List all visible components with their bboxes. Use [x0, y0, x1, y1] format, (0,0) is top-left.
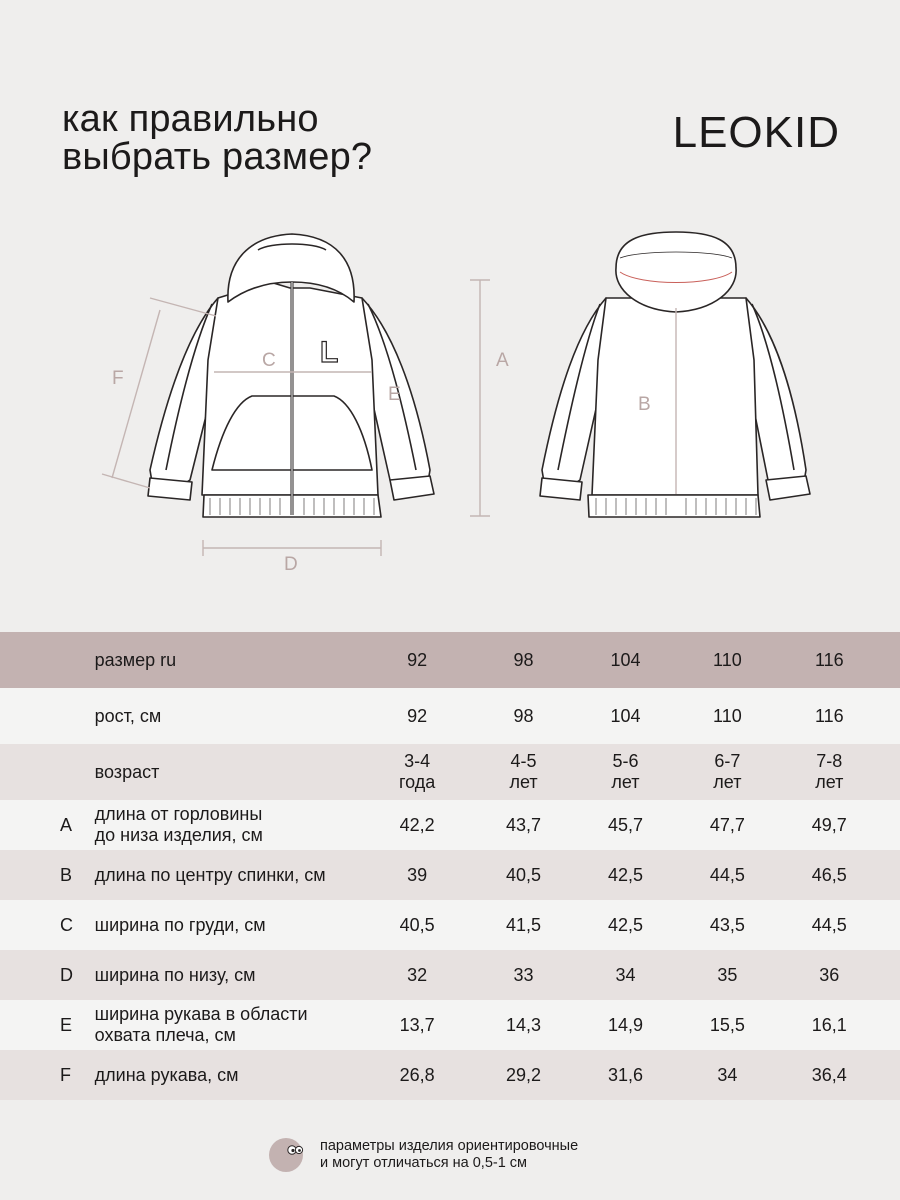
- cell-value: [778, 744, 880, 800]
- cell-value: 98: [513, 649, 534, 670]
- cell-value: 116: [814, 649, 844, 670]
- label-line: охвата плеча, см: [94, 1025, 236, 1045]
- label-c: C: [262, 350, 276, 371]
- row-end: [880, 688, 900, 744]
- cell-value: 29,2: [506, 1064, 542, 1085]
- title-line-2: выбрать размер?: [62, 136, 373, 178]
- jacket-diagram: [0, 220, 900, 590]
- cell-value: 46,5: [811, 864, 847, 885]
- row-end: [880, 744, 900, 800]
- jacket-diagram-svg: [0, 220, 900, 590]
- age-unit: лет: [509, 772, 538, 792]
- row-label: [95, 1000, 362, 1050]
- chest-logo: L: [320, 336, 339, 369]
- page-title: [62, 100, 372, 176]
- age-range: 4-5: [510, 751, 537, 771]
- cell-value: 31,6: [607, 1064, 643, 1085]
- row-letter: [0, 632, 95, 688]
- row-letter: A: [60, 814, 73, 835]
- age-range: 6-7: [714, 751, 741, 771]
- age-unit: лет: [713, 772, 742, 792]
- row-end: [880, 800, 900, 850]
- label-f: F: [112, 368, 124, 389]
- cell-value: 104: [610, 705, 641, 726]
- label-e: E: [388, 384, 401, 405]
- brand-logo: LEOKID: [672, 108, 840, 157]
- row-end: [880, 632, 900, 688]
- cell-value: 45,7: [607, 814, 643, 835]
- size-table: [0, 632, 900, 1100]
- cell-value: 39: [407, 864, 428, 885]
- table-row-c: [0, 900, 900, 950]
- cell-value: 110: [713, 649, 742, 670]
- cell-value: 110: [713, 705, 742, 726]
- cell-value: 40,5: [506, 864, 542, 885]
- row-label: длина по центру спинки, см: [94, 864, 326, 885]
- label-line: длина от горловины: [94, 804, 263, 824]
- age-range: 5-6: [612, 751, 639, 771]
- cell-value: 34: [615, 964, 636, 985]
- cell-value: 44,5: [811, 914, 847, 935]
- cell-value: 42,2: [399, 814, 435, 835]
- back-jacket: [540, 232, 810, 517]
- front-jacket: [148, 234, 434, 517]
- row-letter: D: [60, 964, 73, 985]
- footer-line-1: параметры изделия ориентировочные: [320, 1138, 579, 1154]
- label-d: D: [284, 554, 298, 575]
- row-letter: B: [60, 864, 73, 885]
- title-line-1: как правильно: [62, 98, 319, 140]
- table-row-height: [0, 688, 900, 744]
- row-label: рост, см: [94, 705, 162, 726]
- row-end: [880, 950, 900, 1000]
- cell-value: 14,9: [607, 1014, 643, 1035]
- table-row-f: [0, 1050, 900, 1100]
- cell-value: 13,7: [399, 1014, 435, 1035]
- row-letter: F: [60, 1064, 71, 1085]
- cell-value: [676, 744, 778, 800]
- row-letter: [0, 744, 95, 800]
- cell-value: 47,7: [709, 814, 745, 835]
- table-row-b: [0, 850, 900, 900]
- cell-value: 43,5: [709, 914, 745, 935]
- cell-value: 98: [513, 705, 534, 726]
- cell-value: 26,8: [399, 1064, 435, 1085]
- row-letter: [0, 688, 95, 744]
- cell-value: [575, 744, 677, 800]
- age-range: 7-8: [816, 751, 843, 771]
- cell-value: 42,5: [607, 864, 643, 885]
- age-unit: лет: [611, 772, 640, 792]
- cell-value: 49,7: [811, 814, 847, 835]
- table-row-a: [0, 800, 900, 850]
- age-range: 3-4: [404, 751, 431, 771]
- row-end: [880, 900, 900, 950]
- cell-value: 104: [610, 649, 641, 670]
- footer-text: [320, 1138, 578, 1172]
- row-end: [880, 1050, 900, 1100]
- cell-value: 36: [819, 964, 840, 985]
- row-label: [95, 800, 362, 850]
- row-label: длина рукава, см: [94, 1064, 239, 1085]
- cell-value: 92: [407, 649, 428, 670]
- row-label: ширина по низу, см: [94, 964, 256, 985]
- label-line: до низа изделия, см: [94, 825, 263, 845]
- cell-value: 15,5: [709, 1014, 745, 1035]
- row-letter: E: [60, 1014, 73, 1035]
- cell-value: [473, 744, 575, 800]
- cell-value: 16,1: [811, 1014, 847, 1035]
- table-row-d: [0, 950, 900, 1000]
- cell-value: 116: [814, 705, 844, 726]
- row-letter: C: [60, 914, 73, 935]
- label-line: ширина рукава в области: [94, 1004, 308, 1024]
- cell-value: 43,7: [506, 814, 542, 835]
- cell-value: 32: [407, 964, 428, 985]
- age-unit: лет: [815, 772, 844, 792]
- table-row-e: [0, 1000, 900, 1050]
- footer-line-2: и могут отличаться на 0,5-1 см: [320, 1155, 528, 1171]
- cell-value: 44,5: [709, 864, 745, 885]
- row-label: возраст: [94, 761, 160, 782]
- cell-value: 34: [717, 1064, 738, 1085]
- row-end: [880, 850, 900, 900]
- cell-value: 33: [513, 964, 534, 985]
- cell-value: 92: [407, 705, 428, 726]
- mascot-icon: [268, 1137, 304, 1173]
- table-row-size: [0, 632, 900, 688]
- table-row-age: [0, 744, 900, 800]
- age-unit: года: [399, 772, 436, 792]
- row-label: размер ru: [94, 649, 177, 670]
- row-end: [880, 1000, 900, 1050]
- footer-note: [268, 1137, 578, 1173]
- cell-value: 40,5: [399, 914, 435, 935]
- label-a: A: [496, 350, 509, 371]
- cell-value: [362, 744, 473, 800]
- cell-value: 35: [717, 964, 738, 985]
- cell-value: 14,3: [506, 1014, 542, 1035]
- cell-value: 42,5: [607, 914, 643, 935]
- cell-value: 41,5: [506, 914, 542, 935]
- cell-value: 36,4: [811, 1064, 847, 1085]
- row-label: ширина по груди, см: [94, 914, 266, 935]
- label-b: B: [638, 394, 651, 415]
